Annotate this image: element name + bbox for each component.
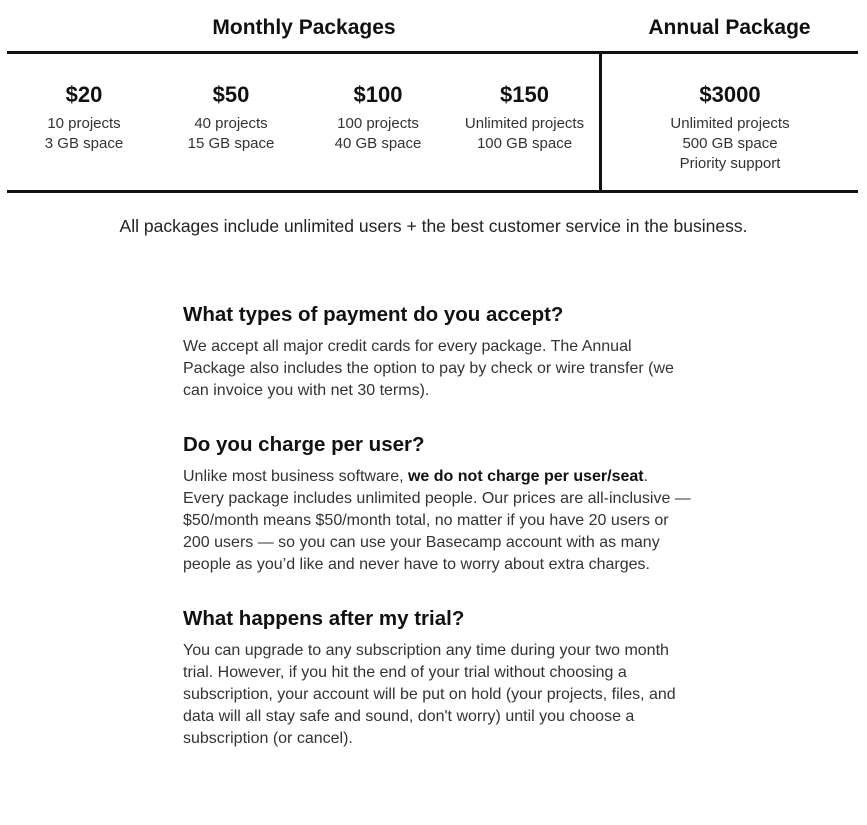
faq-answer: We accept all major credit cards for every package. The Annual Package also includes the option to pay by check or wire transfer (we can invoice you with net 30 terms). bbox=[183, 338, 674, 399]
plan-feature: 40 GB space bbox=[334, 135, 422, 152]
plan-price: $100 bbox=[353, 82, 403, 107]
plan-feature: Unlimited projects bbox=[670, 115, 790, 132]
faq-item-trial bbox=[183, 604, 693, 750]
plan-150 bbox=[452, 80, 597, 154]
plan-feature: 40 projects bbox=[194, 115, 268, 132]
plan-price: $20 bbox=[65, 82, 103, 107]
plan-feature: 100 projects bbox=[337, 115, 419, 132]
pricing-table bbox=[7, 0, 858, 193]
plan-100 bbox=[304, 80, 452, 154]
plan-feature: 500 GB space bbox=[682, 135, 778, 152]
plan-50 bbox=[158, 80, 304, 154]
plan-feature: 100 GB space bbox=[476, 135, 573, 152]
plan-feature: Unlimited projects bbox=[464, 115, 585, 132]
plan-20 bbox=[7, 80, 161, 154]
faq-question: What happens after my trial? bbox=[183, 607, 465, 630]
plan-feature: 10 projects bbox=[47, 115, 121, 132]
top-rule bbox=[7, 51, 858, 54]
plan-feature: 15 GB space bbox=[187, 135, 275, 152]
faq-item-payment bbox=[183, 300, 693, 402]
faq-answer-emphasis: we do not charge per user/seat bbox=[407, 468, 644, 485]
plan-feature: Priority support bbox=[679, 155, 781, 172]
plan-feature: 3 GB space bbox=[44, 135, 124, 152]
faq-question: Do you charge per user? bbox=[183, 433, 425, 456]
faq-answer bbox=[183, 466, 693, 576]
faq-answer-text: Unlike most business software, bbox=[183, 468, 408, 485]
plan-3000-annual bbox=[602, 80, 858, 174]
faq-item-per-user bbox=[183, 430, 693, 576]
annual-package-header: Annual Package bbox=[648, 16, 811, 39]
plan-price: $50 bbox=[212, 82, 250, 107]
faq-answer: You can upgrade to any subscription any time during your two month trial. However, if you hit the end of your trial without choosing a subscription, your account will be put on hold (your projects, files, and data will all stay safe and sound, don't worry) until you choose a subscription (or cancel). bbox=[183, 642, 676, 747]
faq-section bbox=[183, 300, 693, 750]
packages-note: All packages include unlimited users + the best customer service in the business. bbox=[119, 216, 748, 236]
monthly-packages-header: Monthly Packages bbox=[212, 16, 396, 39]
faq-answer-text: . Every package includes unlimited people. Our prices are all-inclusive — $50/month means $50/month total, no matter if you have 20 users or 200 users — so you can use your Basecamp account with as many people as you’d like and never have to worry about extra charges. bbox=[183, 468, 691, 573]
plan-price: $150 bbox=[500, 82, 549, 107]
faq-question: What types of payment do you accept? bbox=[183, 303, 564, 326]
plan-price: $3000 bbox=[699, 82, 761, 107]
bottom-rule bbox=[7, 190, 858, 193]
